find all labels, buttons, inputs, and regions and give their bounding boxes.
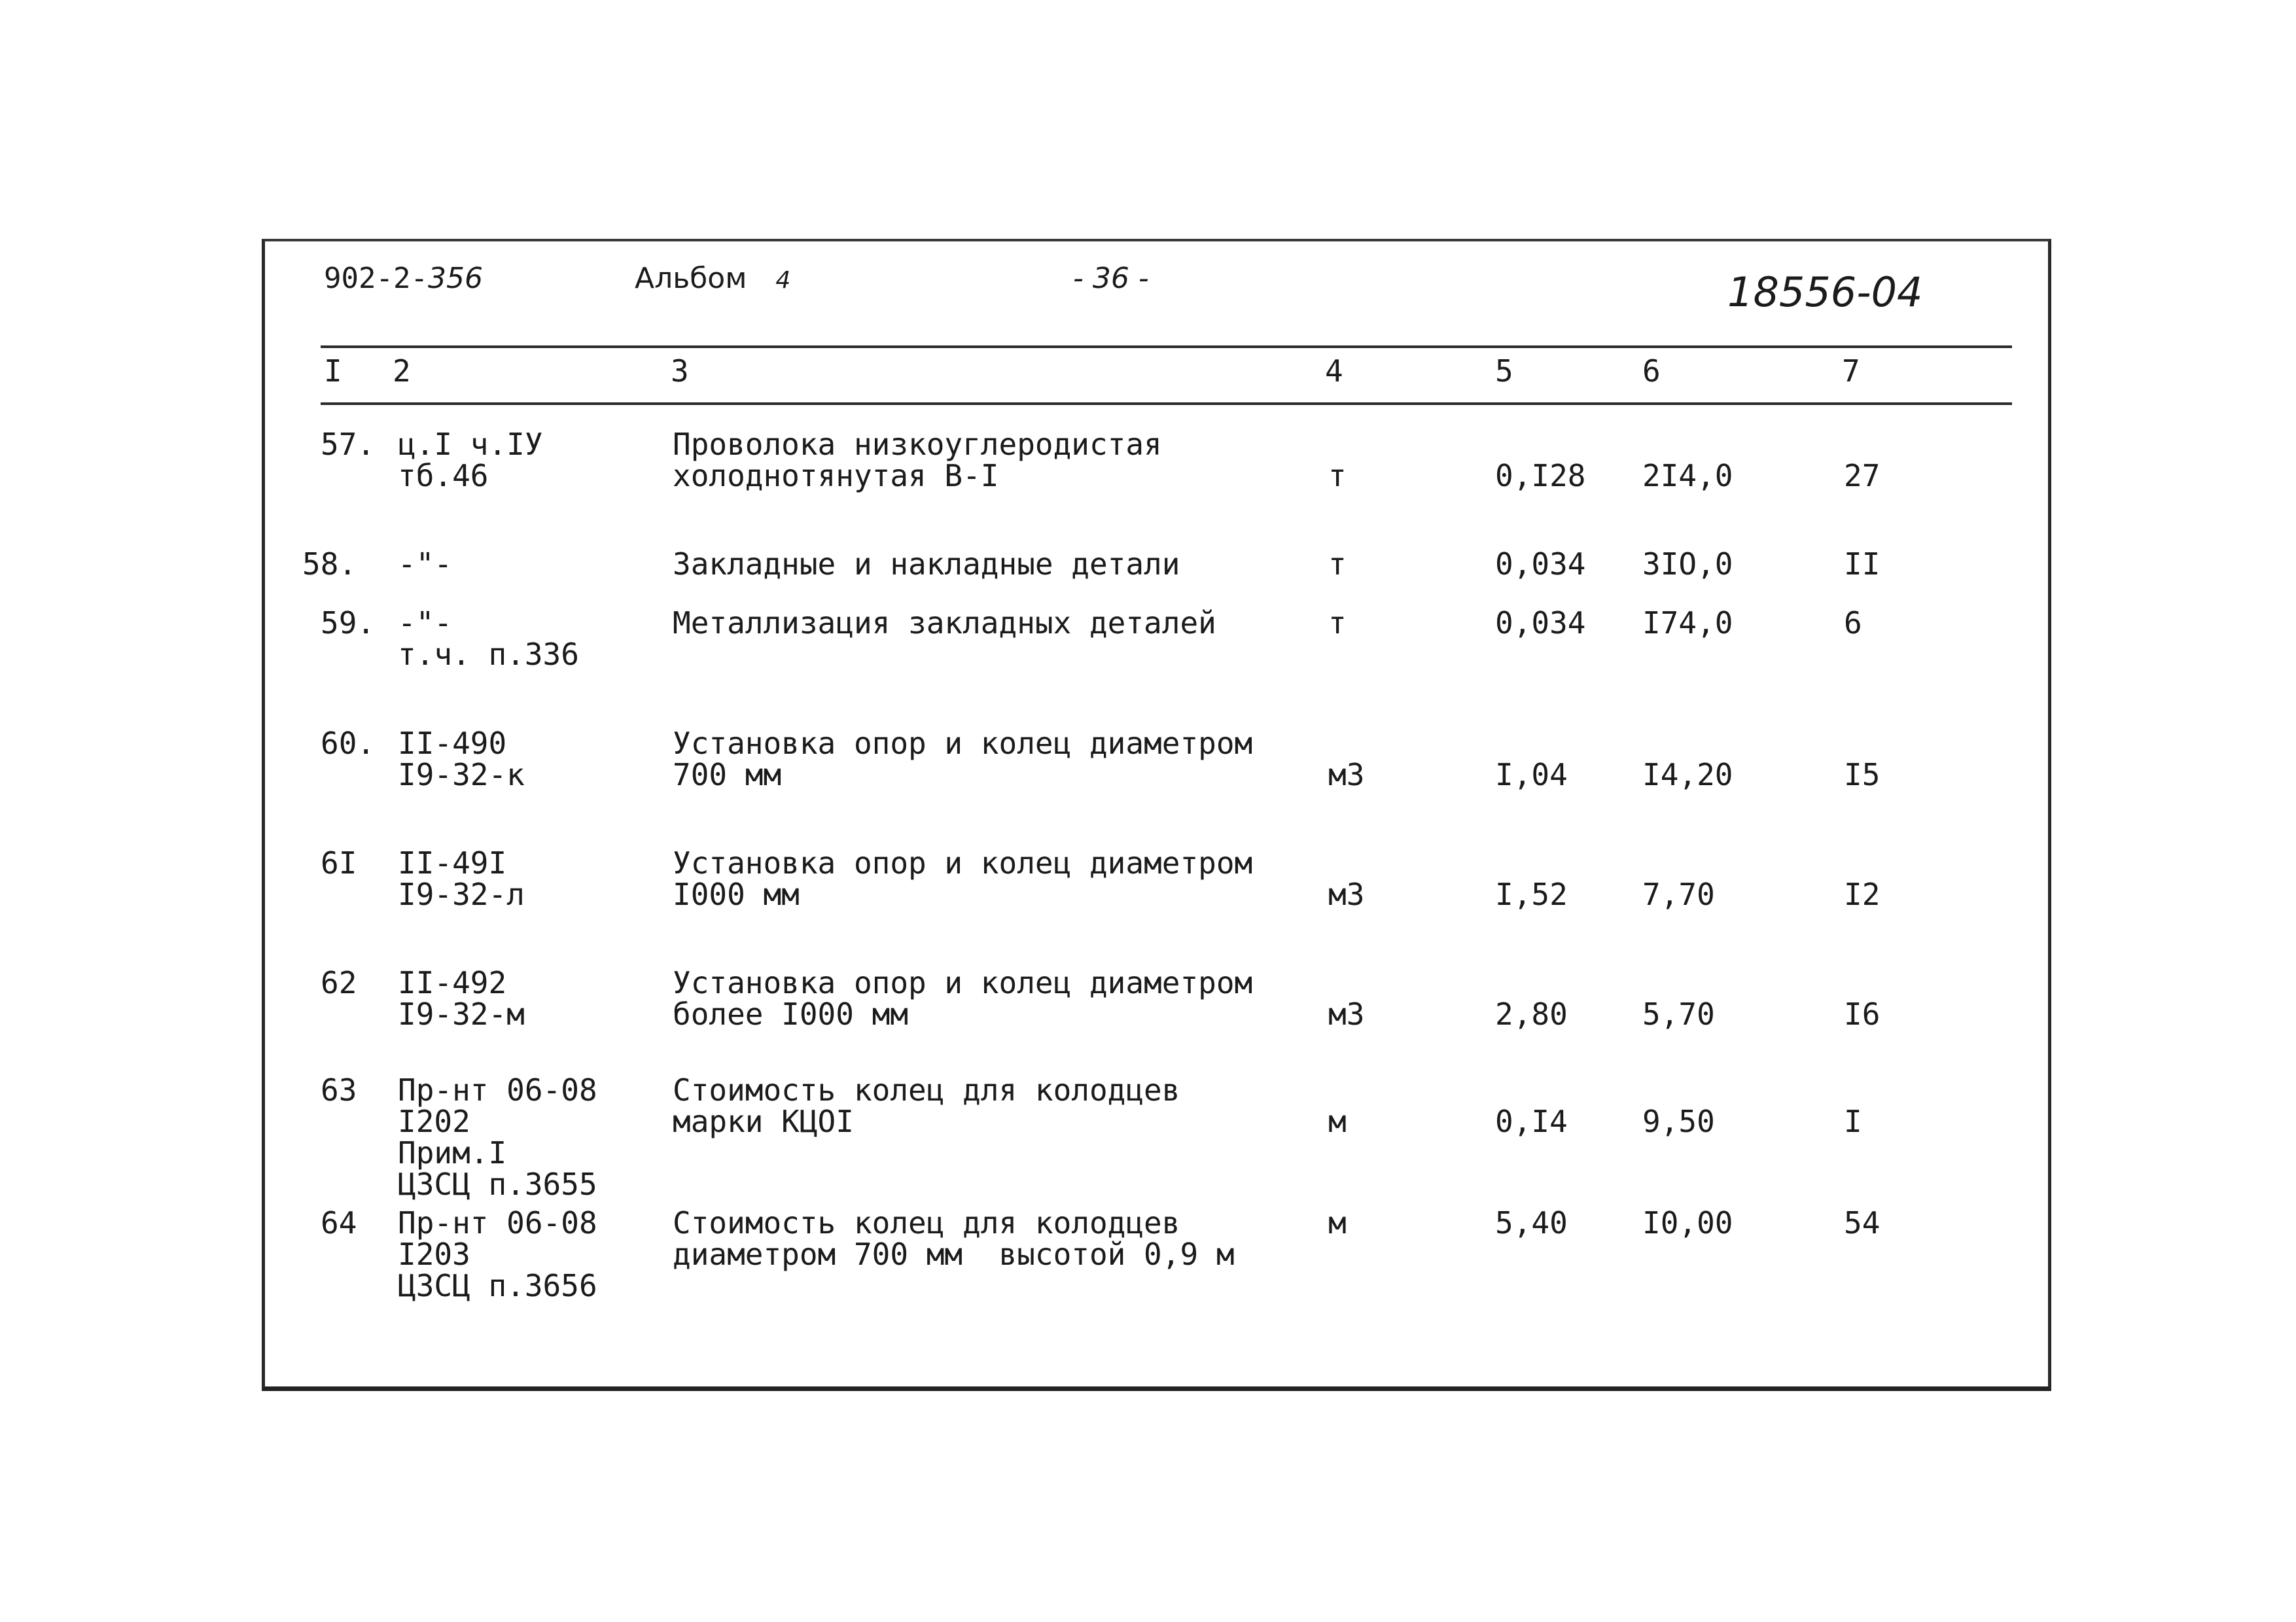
row-code-line: I9-32-л — [398, 877, 525, 912]
row-code-line: II-490 — [398, 726, 507, 761]
row-unit-price: 9,50 — [1642, 1104, 1715, 1139]
row-quantity: 5,40 — [1495, 1205, 1568, 1241]
row-unit: м3 — [1328, 757, 1365, 792]
row-description-line: более I000 мм — [673, 996, 909, 1032]
row-code — [398, 847, 525, 910]
row-code — [398, 1074, 597, 1200]
row-code — [398, 548, 452, 580]
row-description — [673, 847, 1252, 910]
doc-code-printed: 902-2- — [324, 262, 428, 295]
row-description — [673, 1207, 1235, 1270]
row-description — [673, 1074, 1180, 1137]
row-code-line: Пр-нт 06-08 — [398, 1072, 597, 1108]
row-code-line: I9-32-к — [398, 757, 525, 792]
row-unit-price: 3IO,0 — [1642, 546, 1733, 582]
row-total: II — [1844, 546, 1881, 582]
row-unit-price: I0,00 — [1642, 1205, 1733, 1241]
row-unit: т — [1328, 458, 1347, 493]
column-number-6: 6 — [1642, 353, 1661, 389]
row-code-line: I202 — [398, 1104, 470, 1139]
doc-code — [324, 262, 483, 295]
row-total: 6 — [1844, 605, 1862, 641]
row-description-line: Установка опор и колец диаметром — [673, 726, 1253, 761]
row-number: 62 — [321, 965, 357, 1000]
column-number-2: 2 — [393, 353, 411, 389]
row-code-line: -"- — [398, 546, 453, 582]
row-total: I6 — [1844, 996, 1881, 1032]
album-number: 4 — [775, 267, 791, 294]
row-description-line: I000 мм — [673, 877, 800, 912]
row-description-line: холоднотянутая B-I — [673, 458, 999, 493]
row-total: 27 — [1844, 458, 1881, 493]
album-label-text: Альбом — [635, 262, 747, 295]
row-code-line: ц.I ч.IУ — [398, 427, 543, 462]
doc-code-handwritten: 356 — [427, 262, 483, 295]
row-code-line: тб.46 — [398, 458, 489, 493]
row-unit: м3 — [1328, 996, 1365, 1032]
row-quantity: I,52 — [1495, 877, 1568, 912]
row-code-line: II-492 — [398, 965, 507, 1000]
archive-number: 18556-04 — [1727, 268, 1923, 316]
row-description — [673, 967, 1252, 1030]
row-code-line: I203 — [398, 1237, 470, 1272]
row-unit-price: 7,70 — [1642, 877, 1715, 912]
row-unit: м — [1328, 1104, 1347, 1139]
row-quantity: 0,I28 — [1495, 458, 1586, 493]
row-quantity: 0,034 — [1495, 546, 1586, 582]
row-description-line: Стоимость колец для колодцев — [673, 1205, 1180, 1241]
row-unit: м3 — [1328, 877, 1365, 912]
row-description-line: диаметром 700 мм высотой 0,9 м — [673, 1237, 1235, 1272]
row-code — [398, 967, 525, 1030]
row-description-line: Проволока низкоуглеродистая — [673, 427, 1162, 462]
row-number: 59. — [321, 605, 376, 641]
row-description-line: Закладные и накладные детали — [673, 546, 1180, 582]
row-unit: м — [1328, 1205, 1347, 1241]
row-code-line: I9-32-м — [398, 996, 525, 1032]
row-quantity: 2,80 — [1495, 996, 1568, 1032]
row-unit-price: 5,70 — [1642, 996, 1715, 1032]
row-code-line: ЦЗСЦ п.3656 — [398, 1268, 597, 1303]
row-description-line: 700 мм — [673, 757, 782, 792]
page-number: - 36 - — [1073, 262, 1149, 295]
row-description-line: Металлизация закладных деталей — [673, 605, 1216, 641]
row-code-line: Пр-нт 06-08 — [398, 1205, 597, 1241]
row-description — [673, 728, 1252, 790]
row-total: 54 — [1844, 1205, 1881, 1241]
row-total: I — [1844, 1104, 1862, 1139]
row-code — [398, 607, 579, 670]
row-quantity: 0,034 — [1495, 605, 1586, 641]
row-code-line: Прим.I — [398, 1135, 507, 1171]
row-number: 57. — [321, 427, 376, 462]
row-unit: т — [1328, 605, 1347, 641]
row-description-line: марки КЦОI — [673, 1104, 854, 1139]
column-number-1: I — [324, 353, 342, 389]
row-number: 64 — [321, 1205, 357, 1241]
row-unit-price: 2I4,0 — [1642, 458, 1733, 493]
row-description — [673, 429, 1162, 491]
row-description-line: Установка опор и колец диаметром — [673, 965, 1253, 1000]
row-description-line: Стоимость колец для колодцев — [673, 1072, 1180, 1108]
row-unit-price: I4,20 — [1642, 757, 1733, 792]
row-unit-price: I74,0 — [1642, 605, 1733, 641]
row-code-line: II-49I — [398, 845, 507, 881]
column-number-4: 4 — [1325, 353, 1343, 389]
column-number-5: 5 — [1495, 353, 1513, 389]
row-code — [398, 1207, 597, 1301]
row-code — [398, 429, 543, 491]
row-number: 60. — [321, 726, 376, 761]
row-code — [398, 728, 525, 790]
header-rule-bottom — [321, 402, 2012, 405]
row-unit: т — [1328, 546, 1347, 582]
row-code-line: т.ч. п.336 — [398, 637, 579, 672]
column-number-7: 7 — [1842, 353, 1860, 389]
row-description — [673, 607, 1216, 639]
row-description — [673, 548, 1180, 580]
row-description-line: Установка опор и колец диаметром — [673, 845, 1253, 881]
album-label — [635, 262, 790, 295]
row-quantity: 0,I4 — [1495, 1104, 1568, 1139]
row-number: 58. — [302, 546, 357, 582]
column-number-3: 3 — [671, 353, 689, 389]
row-number: 6I — [321, 845, 357, 881]
row-total: I2 — [1844, 877, 1881, 912]
row-code-line: -"- — [398, 605, 453, 641]
header-rule-top — [321, 345, 2012, 348]
row-quantity: I,04 — [1495, 757, 1568, 792]
row-total: I5 — [1844, 757, 1881, 792]
row-code-line: ЦЗСЦ п.3655 — [398, 1167, 597, 1202]
row-number: 63 — [321, 1072, 357, 1108]
